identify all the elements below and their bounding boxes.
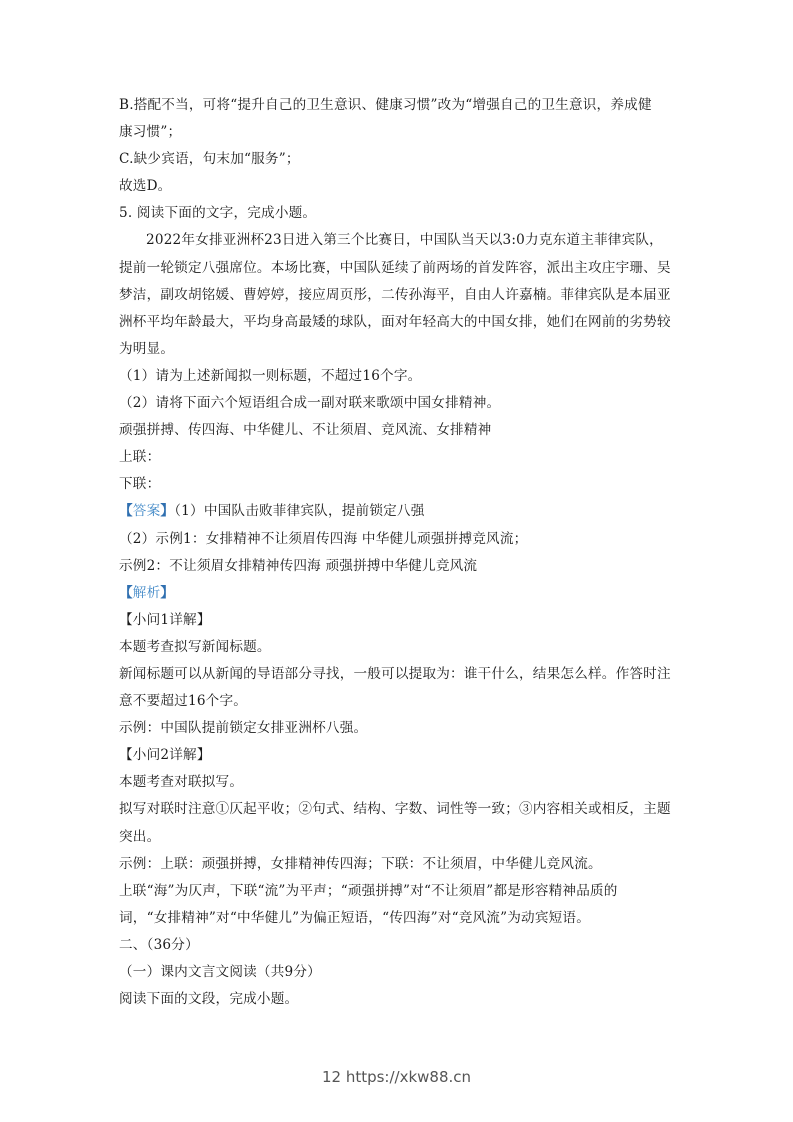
analysis-2-line-2: 拟写对联时注意①仄起平收；②句式、结构、字数、词性等一致；③内容相关或相反，主题 xyxy=(119,801,671,818)
document-page xyxy=(119,92,675,1013)
section-2-heading: 二、（36分） xyxy=(119,936,199,953)
answer-example-1: （2）示例1：女排精神不让须眉传四海 中华健儿顽强拼搏竞风流； xyxy=(119,530,528,547)
analysis-1-example: 示例：中国队提前锁定女排亚洲杯八强。 xyxy=(119,720,368,737)
option-c-line: C.缺少宾语，句末加“服务”； xyxy=(119,151,300,168)
page-number: 12 xyxy=(321,1068,342,1086)
answer-example-2: 示例2：不让须眉女排精神传四海 顽强拼搏中华健儿竞风流 xyxy=(119,557,478,574)
subsection-1-heading: （一）课内文言文阅读（共9分） xyxy=(119,964,321,980)
analysis-2-explain-1: 上联“海”为仄声，下联“流”为平声；“顽强拼搏”对“不让须眉”都是形容精神品质的 xyxy=(119,882,618,899)
lower-couplet-label: 下联： xyxy=(119,476,161,493)
analysis-2-line-3: 突出。 xyxy=(119,828,161,845)
analysis-1-line-2: 新闻标题可以从新闻的导语部分寻找，一般可以提取为：谁干什么，结果怎么样。作答时注 xyxy=(119,665,671,682)
analysis-2-explain-2: 词，“女排精神”对“中华健儿”为偏正短语，“传四海”对“竞风流”为动宾短语。 xyxy=(119,909,591,926)
option-b-line-2: 康习惯”； xyxy=(119,124,182,141)
phrase-list: 顽强拼搏、传四海、中华健儿、不让须眉、竞风流、女排精神 xyxy=(119,422,492,439)
answer-tag-label: 答案 xyxy=(132,503,161,520)
answer-tag-close: 】 xyxy=(160,503,175,520)
analysis-2-line-1: 本题考查对联拟写。 xyxy=(119,774,244,791)
passage-line-2: 提前一轮锁定八强席位。本场比赛，中国队延续了前两场的首发阵容，派出主攻庄宇珊、吴 xyxy=(119,259,671,276)
upper-couplet-label: 上联： xyxy=(119,449,161,466)
conclusion-line: 故选D。 xyxy=(119,178,172,195)
sub-question-2-detail-heading: 【小问2详解】 xyxy=(119,747,211,764)
answer-text: （1）中国队击败菲律宾队，提前锁定八强 xyxy=(174,503,425,520)
passage-line-3: 梦洁，副攻胡铭媛、曹婷婷，接应周页彤，二传孙海平，自由人许嘉楠。菲律宾队是本届亚 xyxy=(119,286,671,303)
page-footer xyxy=(0,1068,793,1086)
sub-question-1: （1）请为上述新闻拟一则标题，不超过16个字。 xyxy=(119,367,422,384)
option-b-line-1: B.搭配不当，可将“提升自己的卫生意识、健康习惯”改为“增强自己的卫生意识，养成健 xyxy=(119,97,652,113)
analysis-tag-open: 【 xyxy=(119,584,133,601)
analysis-1-line-3: 意不要超过16个字。 xyxy=(119,693,248,710)
analysis-tag-label: 解析 xyxy=(132,584,161,601)
passage-line-5: 为明显。 xyxy=(119,340,175,357)
answer-line xyxy=(119,498,675,525)
answer-tag-open: 【 xyxy=(119,503,133,520)
question-5-heading: 5. 阅读下面的文字，完成小题。 xyxy=(119,205,317,222)
analysis-heading xyxy=(119,580,675,607)
analysis-1-line-1: 本题考查拟写新闻标题。 xyxy=(119,638,271,655)
passage-line-4: 洲杯平均年龄最大，平均身高最矮的球队，面对年轻高大的中国女排，她们在网前的劣势较 xyxy=(119,313,671,330)
sub-question-1-detail-heading: 【小问1详解】 xyxy=(119,611,211,628)
sub-question-2: （2）请将下面六个短语组合成一副对联来歌颂中国女排精神。 xyxy=(119,395,501,412)
analysis-2-example: 示例：上联：顽强拼搏，女排精神传四海；下联：不让须眉，中华健儿竞风流。 xyxy=(119,855,602,872)
analysis-tag-close: 】 xyxy=(160,584,175,601)
reading-instruction: 阅读下面的文段，完成小题。 xyxy=(119,991,299,1008)
footer-url: https://xkw88.cn xyxy=(345,1068,472,1086)
passage-line-1: 2022年女排亚洲杯23日进入第三个比赛日，中国队当天以3:0力克东道主菲律宾队， xyxy=(146,232,663,249)
